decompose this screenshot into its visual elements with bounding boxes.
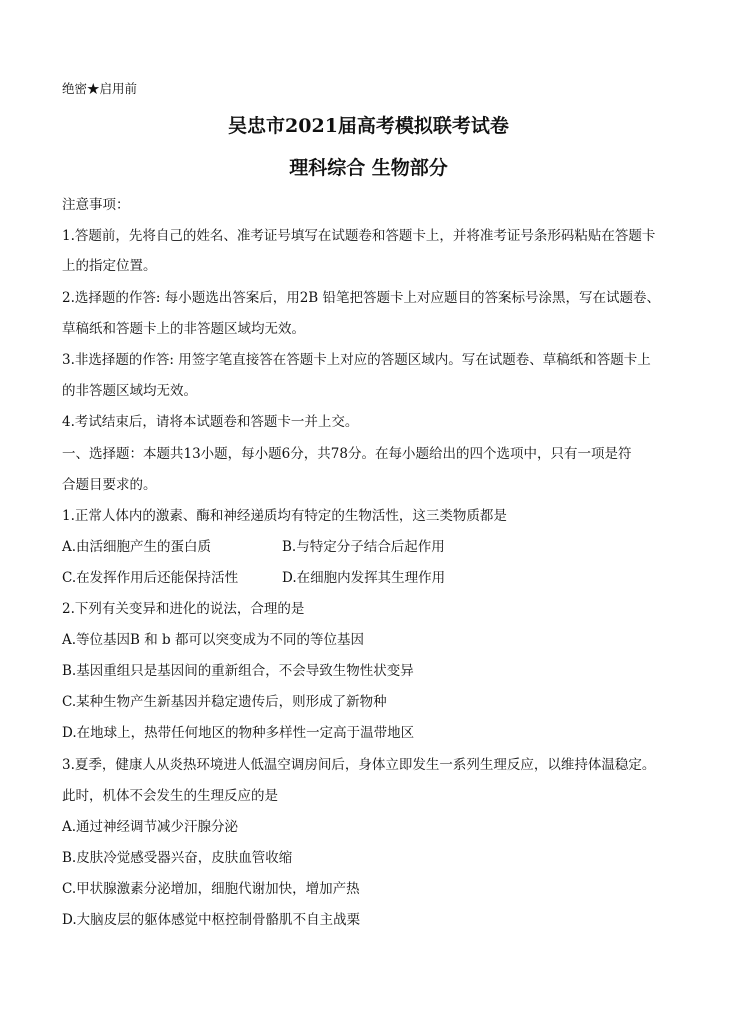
q1-option-a: A.由活细胞产生的蛋白质 (62, 539, 212, 555)
section-heading: 一、选择题：本题共13小题，每小题6分，共78分。在每小题给出的四个选项中，只有一项是符 (62, 446, 632, 462)
notice-line: 4.考试结束后，请将本试题卷和答题卡一并上交。 (62, 414, 359, 430)
question-1-stem: 1.正常人体内的激素、酶和神经递质均有特定的生物活性，这三类物质都是 (62, 508, 507, 524)
notice-line: 的非答题区域均无效。 (62, 383, 197, 399)
q3-option-a: A.通过神经调节减少汗腺分泌 (62, 819, 239, 835)
q2-option-c: C.某种生物产生新基因并稳定遗传后，则形成了新物种 (62, 694, 387, 710)
notice-line: 3.非选择题的作答: 用签字笔直接答在答题卡上对应的答题区域内。写在试题卷、草稿纸和答题卡上 (62, 352, 651, 368)
confidential-label: 绝密★启用前 (62, 81, 138, 96)
notice-heading: 注意事项： (62, 197, 130, 213)
q3-option-b: B.皮肤冷觉感受器兴奋，皮肤血管收缩 (62, 850, 293, 866)
question-2-stem: 2.下列有关变异和进化的说法，合理的是 (62, 601, 305, 617)
q1-option-b: B.与特定分子结合后起作用 (282, 539, 445, 555)
page-subtitle: 理科综合 生物部分 (289, 157, 448, 179)
q2-option-a: A.等位基因B 和 b 都可以突变成为不同的等位基因 (62, 632, 364, 648)
question-3-stem: 3.夏季，健康人从炎热环境进人低温空调房间后，身体立即发生一系列生理反应，以维持体温稳定。 (62, 757, 656, 773)
question-3-stem-cont: 此时，机体不会发生的生理反应的是 (62, 788, 278, 804)
q1-option-c: C.在发挥作用后还能保持活性 (62, 570, 239, 586)
q2-option-d: D.在地球上，热带任何地区的物种多样性一定高于温带地区 (62, 725, 415, 741)
notice-line: 2.选择题的作答: 每小题选出答案后，用2B 铅笔把答题卡上对应题目的答案标号涂黑，写在试题卷、 (62, 290, 661, 306)
q2-option-b: B.基因重组只是基因间的重新组合，不会导致生物性状变异 (62, 663, 414, 679)
q3-option-c: C.甲状腺激素分泌增加，细胞代谢加快，增加产热 (62, 881, 360, 897)
q1-option-d: D.在细胞内发挥其生理作用 (282, 570, 446, 586)
notice-line: 上的指定位置。 (62, 258, 157, 274)
q3-option-d: D.大脑皮层的躯体感觉中枢控制骨骼肌不自主战栗 (62, 912, 361, 928)
notice-line: 草稿纸和答题卡上的非答题区域均无效。 (62, 321, 305, 337)
page-title: 吴忠市2021届高考模拟联考试卷 (228, 115, 509, 137)
section-heading-cont: 合题目要求的。 (62, 477, 157, 493)
notice-line: 1.答题前，先将自己的姓名、准考证号填写在试题卷和答题卡上，并将准考证号条形码粘贴在答题卡 (62, 228, 656, 244)
